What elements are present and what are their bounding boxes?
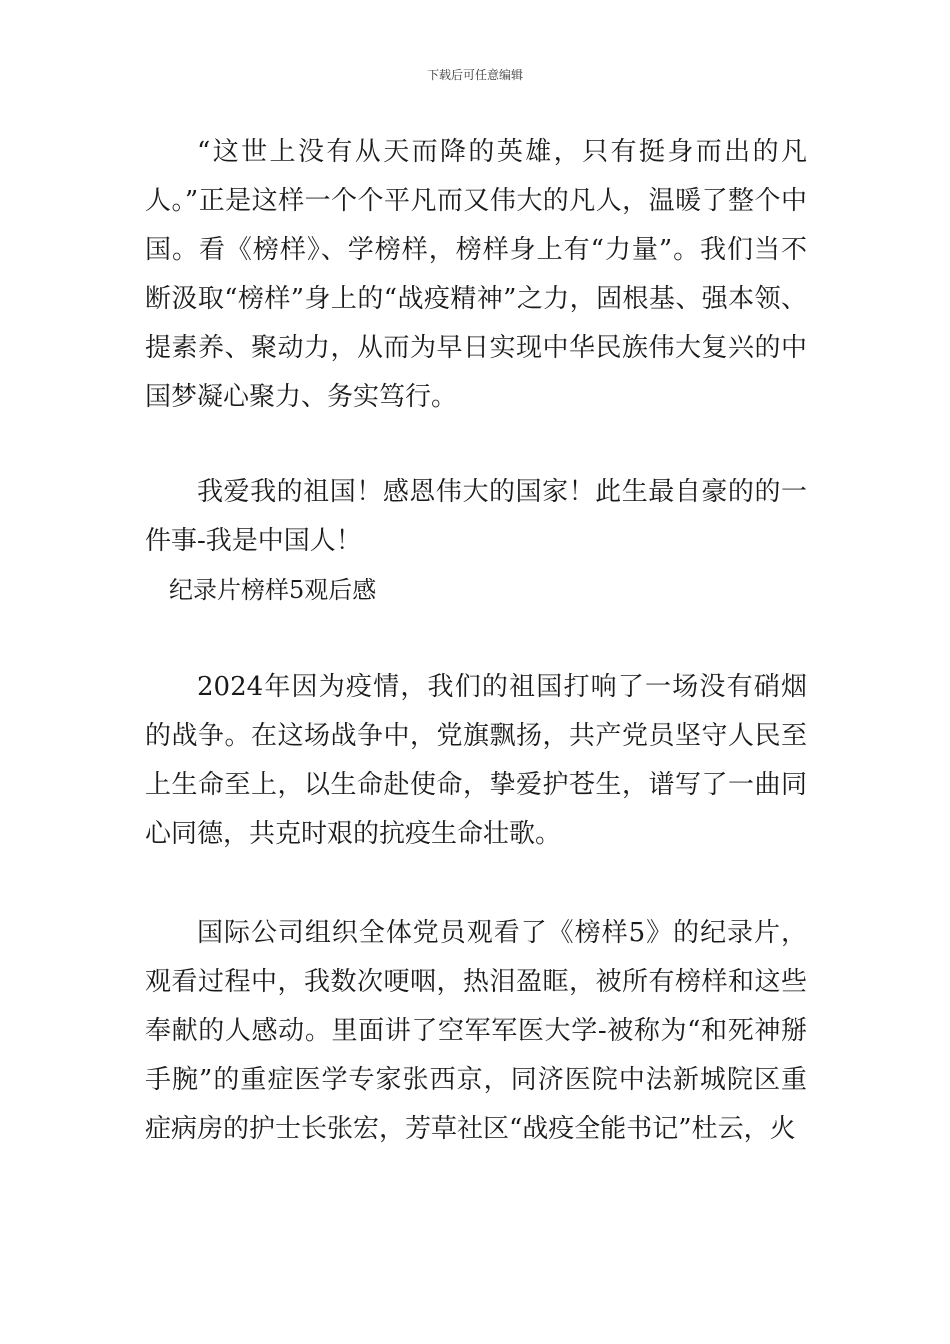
paragraph-documentary: 国际公司组织全体党员观看了《榜样5》的纪录片，观看过程中，我数次哽咽，热泪盈眶，被所有榜样和这些奉献的人感动。里面讲了空军军医大学-被称为“和死神掰手腕”的重症医学专家张西京，同济医院中法新城院区重症病房的护士长张宏，芳草社区“战疫全能书记”杜云，火 [145,918,807,1144]
paragraph-patriotism: 我爱我的祖国！感恩伟大的国家！此生最自豪的的一件事-我是中国人！ [145,477,807,556]
paragraph-heroes: “这世上没有从天而降的英雄，只有挺身而出的凡人。”正是这样一个个平凡而又伟大的凡人，温暖了整个中国。看《榜样》、学榜样，榜样身上有“力量”。我们当不断汲取“榜样”身上的“战疫精神”之力，固根基、强本领、提素养、聚动力，从而为早日实现中华民族伟大复兴的中国梦凝心聚力、务实笃行。 [145,137,807,412]
paragraph-pandemic: 2024年因为疫情，我们的祖国打响了一场没有硝烟的战争。在这场战争中，党旗飘扬，共产党员坚守人民至上生命至上，以生命赴使命，挚爱护苍生，谱写了一曲同心同德，共克时艰的抗疫生命壮歌。 [145,672,807,849]
page-header-note: 下载后可任意编辑 [426,68,523,82]
document-body [145,128,807,1154]
section-heading: 纪录片榜样5观后感 [169,576,377,604]
